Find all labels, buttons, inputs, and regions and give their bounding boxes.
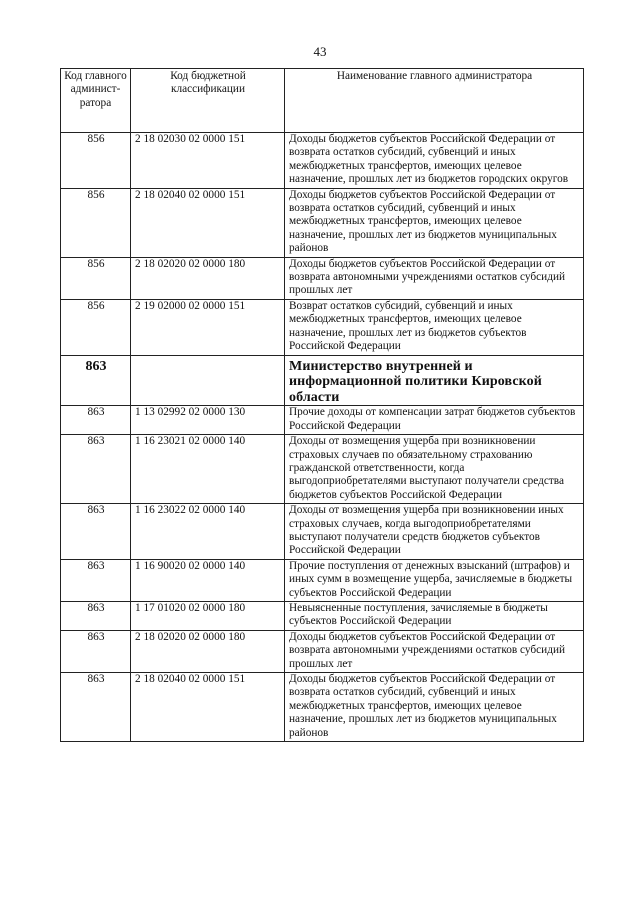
admin-name-cell: Доходы бюджетов субъектов Российской Федерации от возврата остатков субсидий, субвенций и иных межбюджетных трансфертов, имеющих целевое назначение, прошлых лет из бюджетов муниципальных районов — [285, 188, 584, 257]
admin-code-cell: 856 — [61, 299, 131, 355]
table-row — [61, 673, 584, 742]
kbk-cell: 2 18 02020 02 0000 180 — [131, 630, 285, 672]
admin-code-cell: 863 — [61, 504, 131, 560]
admin-code-cell: 863 — [61, 435, 131, 504]
header-kbk: Код бюджетной классификации — [131, 69, 285, 133]
admin-code-cell: 863 — [61, 673, 131, 742]
admin-name-cell: Возврат остатков субсидий, субвенций и иных межбюджетных трансфертов, имеющих целевое назначение, прошлых лет из бюджетов субъектов Российской Федерации — [285, 299, 584, 355]
kbk-cell: 2 18 02040 02 0000 151 — [131, 673, 285, 742]
table-row — [61, 188, 584, 257]
table-row — [61, 257, 584, 299]
kbk-cell: 2 18 02020 02 0000 180 — [131, 257, 285, 299]
admin-name-cell: Доходы бюджетов субъектов Российской Федерации от возврата остатков субсидий, субвенций и иных межбюджетных трансфертов, имеющих целевое назначение, прошлых лет из бюджетов городских округов — [285, 133, 584, 189]
admin-code-cell: 863 — [61, 630, 131, 672]
ministry-code-cell: 863 — [61, 355, 131, 406]
kbk-cell — [131, 355, 285, 406]
kbk-cell: 2 18 02030 02 0000 151 — [131, 133, 285, 189]
table-row — [61, 406, 584, 435]
table-row — [61, 299, 584, 355]
admin-name-cell: Прочие доходы от компенсации затрат бюджетов субъектов Российской Федерации — [285, 406, 584, 435]
table-row — [61, 504, 584, 560]
table-row — [61, 559, 584, 601]
admin-name-cell: Доходы от возмещения ущерба при возникновении иных страховых случаев, когда выгодоприобретателями выступают получатели средств бюджетов субъектов Российской Федерации — [285, 504, 584, 560]
table-row — [61, 630, 584, 672]
kbk-cell: 2 19 02000 02 0000 151 — [131, 299, 285, 355]
table-row — [61, 435, 584, 504]
admin-code-cell: 863 — [61, 601, 131, 630]
admin-name-cell: Невыясненные поступления, зачисляемые в бюджеты субъектов Российской Федерации — [285, 601, 584, 630]
page-number: 43 — [313, 44, 327, 59]
header-admin-code: Код главного админист-ратора — [61, 69, 131, 133]
admin-code-cell: 856 — [61, 257, 131, 299]
admin-code-cell: 863 — [61, 406, 131, 435]
header-admin-name: Наименование главного администратора — [285, 69, 584, 133]
admin-name-cell: Доходы от возмещения ущерба при возникновении страховых случаев по обязательному страхованию гражданской ответственности, когда выгодоприобретателями выступают получатели средства бюджетов субъектов Российской Федерации — [285, 435, 584, 504]
admin-code-cell: 856 — [61, 133, 131, 189]
kbk-cell: 1 16 23022 02 0000 140 — [131, 504, 285, 560]
kbk-cell: 2 18 02040 02 0000 151 — [131, 188, 285, 257]
admin-name-cell: Доходы бюджетов субъектов Российской Федерации от возврата автономными учреждениями остатков субсидий прошлых лет — [285, 257, 584, 299]
admin-code-cell: 856 — [61, 188, 131, 257]
admin-name-cell: Доходы бюджетов субъектов Российской Федерации от возврата автономными учреждениями остатков субсидий прошлых лет — [285, 630, 584, 672]
table-header-row — [61, 69, 584, 133]
kbk-cell: 1 17 01020 02 0000 180 — [131, 601, 285, 630]
ministry-header-row — [61, 355, 584, 406]
kbk-cell: 1 16 90020 02 0000 140 — [131, 559, 285, 601]
admin-name-cell: Доходы бюджетов субъектов Российской Федерации от возврата остатков субсидий, субвенций и иных межбюджетных трансфертов, имеющих целевое назначение, прошлых лет из бюджетов муниципальных районов — [285, 673, 584, 742]
table-row — [61, 133, 584, 189]
admin-name-cell: Прочие поступления от денежных взысканий (штрафов) и иных сумм в возмещение ущерба, зачисляемые в бюджеты субъектов Российской Федерации — [285, 559, 584, 601]
administrators-table — [60, 68, 584, 742]
admin-code-cell: 863 — [61, 559, 131, 601]
table-row — [61, 601, 584, 630]
kbk-cell: 1 13 02992 02 0000 130 — [131, 406, 285, 435]
kbk-cell: 1 16 23021 02 0000 140 — [131, 435, 285, 504]
ministry-name-cell: Министерство внутренней и информационной политики Кировской области — [285, 355, 584, 406]
